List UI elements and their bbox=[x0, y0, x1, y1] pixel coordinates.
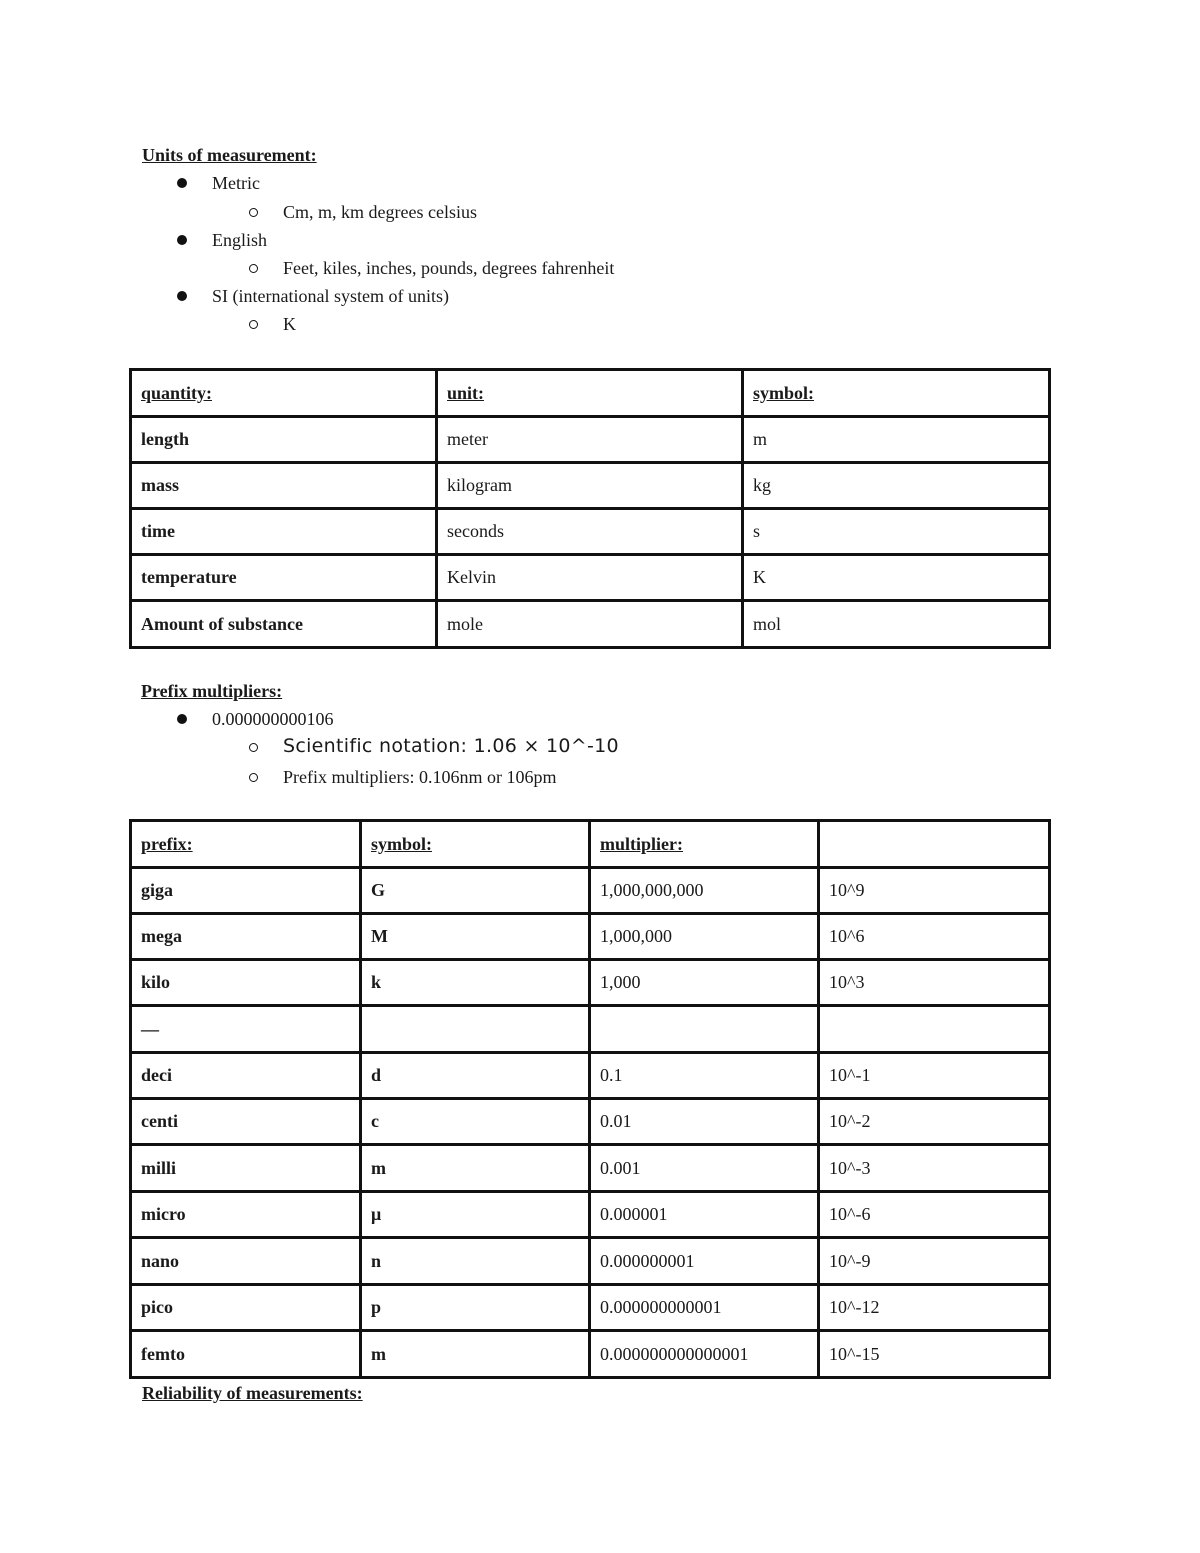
bullet-icon bbox=[177, 714, 187, 724]
table-row bbox=[131, 1238, 1050, 1285]
table-cell: time bbox=[131, 509, 437, 555]
table-cell: deci bbox=[131, 1053, 361, 1099]
si-units-table bbox=[129, 368, 1051, 649]
units-heading: Units of measurement: bbox=[142, 145, 317, 165]
table-cell: m bbox=[743, 417, 1050, 463]
table-header-cell: multiplier: bbox=[590, 821, 819, 868]
table-cell: 10^9 bbox=[819, 868, 1050, 914]
bullet-icon bbox=[177, 178, 187, 188]
table-cell: mega bbox=[131, 914, 361, 960]
table-cell: centi bbox=[131, 1099, 361, 1145]
table-cell: 0.000000001 bbox=[590, 1238, 819, 1285]
table-cell: 0.1 bbox=[590, 1053, 819, 1099]
table-row bbox=[131, 417, 1050, 463]
table-row bbox=[131, 601, 1050, 648]
circle-bullet-icon bbox=[249, 264, 258, 273]
table-row bbox=[131, 1145, 1050, 1192]
list-subitem-label: K bbox=[283, 314, 296, 334]
table-cell: G bbox=[361, 868, 590, 914]
table-cell: 1,000 bbox=[590, 960, 819, 1006]
table-cell: m bbox=[361, 1331, 590, 1378]
circle-bullet-icon bbox=[249, 773, 258, 782]
table-cell bbox=[819, 1006, 1050, 1053]
table-cell: 0.01 bbox=[590, 1099, 819, 1145]
table-cell: s bbox=[743, 509, 1050, 555]
table-cell: 10^3 bbox=[819, 960, 1050, 1006]
table-cell: d bbox=[361, 1053, 590, 1099]
table-cell: 10^-2 bbox=[819, 1099, 1050, 1145]
table-row bbox=[131, 555, 1050, 601]
bullet-icon bbox=[177, 235, 187, 245]
table-cell: K bbox=[743, 555, 1050, 601]
table-row bbox=[131, 1099, 1050, 1145]
table-cell: pico bbox=[131, 1285, 361, 1331]
table-row bbox=[131, 960, 1050, 1006]
table-cell: — bbox=[131, 1006, 361, 1053]
circle-bullet-icon bbox=[249, 320, 258, 329]
list-item-label: SI (international system of units) bbox=[212, 286, 449, 306]
table-cell: mass bbox=[131, 463, 437, 509]
table-cell: femto bbox=[131, 1331, 361, 1378]
table-header-row bbox=[131, 821, 1050, 868]
table-cell: mole bbox=[437, 601, 743, 648]
table-cell: 10^6 bbox=[819, 914, 1050, 960]
table-cell: 0.000000000001 bbox=[590, 1285, 819, 1331]
table-cell: Kelvin bbox=[437, 555, 743, 601]
table-cell: 10^-15 bbox=[819, 1331, 1050, 1378]
list-subitem-label: Feet, kiles, inches, pounds, degrees fahrenheit bbox=[283, 258, 615, 278]
list-subitem-label: Cm, m, km degrees celsius bbox=[283, 202, 477, 222]
table-header-cell: unit: bbox=[437, 370, 743, 417]
list-item-label: 0.000000000106 bbox=[212, 709, 334, 729]
table-cell: micro bbox=[131, 1192, 361, 1238]
table-cell: n bbox=[361, 1238, 590, 1285]
table-cell bbox=[590, 1006, 819, 1053]
table-cell bbox=[361, 1006, 590, 1053]
table-cell: 1,000,000 bbox=[590, 914, 819, 960]
table-cell: μ bbox=[361, 1192, 590, 1238]
list-item-label: English bbox=[212, 230, 268, 250]
table-cell: seconds bbox=[437, 509, 743, 555]
table-cell: 0.000000000000001 bbox=[590, 1331, 819, 1378]
table-cell: 10^-3 bbox=[819, 1145, 1050, 1192]
table-header-cell: symbol: bbox=[743, 370, 1050, 417]
table-header-cell: symbol: bbox=[361, 821, 590, 868]
table-cell: 10^-9 bbox=[819, 1238, 1050, 1285]
table-cell: c bbox=[361, 1099, 590, 1145]
table-cell: M bbox=[361, 914, 590, 960]
table-row bbox=[131, 463, 1050, 509]
table-cell: 10^-1 bbox=[819, 1053, 1050, 1099]
prefix-heading: Prefix multipliers: bbox=[141, 681, 283, 701]
table-cell: Amount of substance bbox=[131, 601, 437, 648]
table-cell: 0.000001 bbox=[590, 1192, 819, 1238]
table-cell: m bbox=[361, 1145, 590, 1192]
circle-bullet-icon bbox=[249, 743, 258, 752]
table-cell: kg bbox=[743, 463, 1050, 509]
table-header-cell: quantity: bbox=[131, 370, 437, 417]
table-row bbox=[131, 1006, 1050, 1053]
reliability-heading: Reliability of measurements: bbox=[142, 1383, 363, 1403]
table-cell: temperature bbox=[131, 555, 437, 601]
table-row bbox=[131, 1192, 1050, 1238]
prefix-table-body bbox=[131, 821, 1050, 1378]
table-cell: meter bbox=[437, 417, 743, 463]
table-cell: 1,000,000,000 bbox=[590, 868, 819, 914]
table-cell: p bbox=[361, 1285, 590, 1331]
table-cell: k bbox=[361, 960, 590, 1006]
table-cell: kilo bbox=[131, 960, 361, 1006]
table-row bbox=[131, 509, 1050, 555]
table-header-cell: prefix: bbox=[131, 821, 361, 868]
table-row bbox=[131, 1285, 1050, 1331]
table-cell: 10^-6 bbox=[819, 1192, 1050, 1238]
table-header-cell bbox=[819, 821, 1050, 868]
table-cell: 0.001 bbox=[590, 1145, 819, 1192]
list-subitem-label: Scientific notation: 1.06 × 10^-10 bbox=[283, 735, 619, 757]
table-row bbox=[131, 1053, 1050, 1099]
table-row bbox=[131, 868, 1050, 914]
table-cell: milli bbox=[131, 1145, 361, 1192]
table-cell: nano bbox=[131, 1238, 361, 1285]
table-row bbox=[131, 914, 1050, 960]
bullet-icon bbox=[177, 291, 187, 301]
table-cell: giga bbox=[131, 868, 361, 914]
table-cell: kilogram bbox=[437, 463, 743, 509]
list-item-label: Metric bbox=[212, 173, 260, 193]
table-cell: 10^-12 bbox=[819, 1285, 1050, 1331]
list-subitem-label: Prefix multipliers: 0.106nm or 106pm bbox=[283, 767, 557, 787]
prefix-table bbox=[129, 819, 1051, 1379]
table-row bbox=[131, 1331, 1050, 1378]
table-cell: length bbox=[131, 417, 437, 463]
table-header-row bbox=[131, 370, 1050, 417]
circle-bullet-icon bbox=[249, 208, 258, 217]
table-cell: mol bbox=[743, 601, 1050, 648]
